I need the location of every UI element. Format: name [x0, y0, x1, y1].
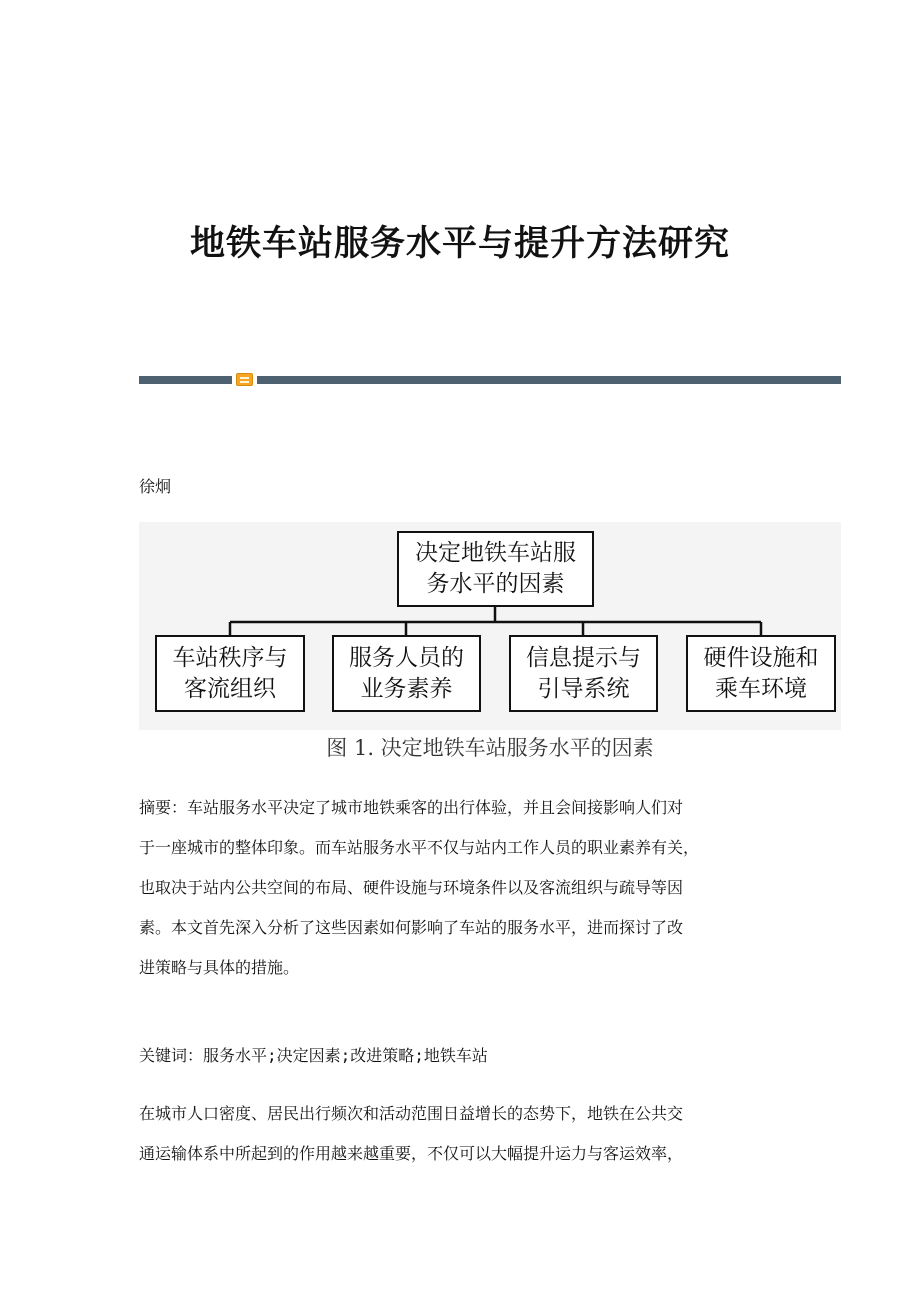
- figure-node-information-guidance: 信息提示与 引导系统: [509, 635, 658, 712]
- abstract-paragraph: [139, 788, 789, 988]
- divider-right: [257, 376, 841, 384]
- author-name: 徐炯: [139, 477, 172, 496]
- document-icon: [236, 373, 253, 386]
- abstract-line: 也取决于站内公共空间的布局、硬件设施与环境条件以及客流组织与疏导等因: [139, 878, 684, 897]
- abstract-line: 于一座城市的整体印象。而车站服务水平不仅与站内工作人员的职业素养有关，: [139, 838, 700, 857]
- abstract-line: 进策略与具体的措施。: [139, 958, 300, 977]
- body-paragraph: [139, 1094, 789, 1174]
- figure-1: [139, 522, 841, 774]
- abstract-line: 素。本文首先深入分析了这些因素如何影响了车站的服务水平，进而探讨了改: [139, 918, 684, 937]
- figure-node-station-order: 车站秩序与 客流组织: [155, 635, 305, 712]
- keywords-line: 关键词：服务水平;决定因素;改进策略;地铁车站: [139, 1046, 488, 1065]
- figure-caption: 图 1. 决定地铁车站服务水平的因素: [326, 736, 654, 760]
- page-title: 地铁车站服务水平与提升方法研究: [189, 223, 730, 264]
- body-line: 通运输体系中所起到的作用越来越重要，不仅可以大幅提升运力与客运效率，: [139, 1144, 684, 1163]
- abstract-line: 摘要：车站服务水平决定了城市地铁乘客的出行体验，并且会间接影响人们对: [139, 798, 684, 817]
- figure-node-staff-quality: 服务人员的 业务素养: [332, 635, 481, 712]
- figure-root-node: 决定地铁车站服 务水平的因素: [397, 531, 594, 607]
- body-line: 在城市人口密度、居民出行频次和活动范围日益增长的态势下，地铁在公共交: [139, 1104, 684, 1123]
- divider-left: [139, 376, 232, 384]
- figure-node-hardware-environment: 硬件设施和 乘车环境: [686, 635, 836, 712]
